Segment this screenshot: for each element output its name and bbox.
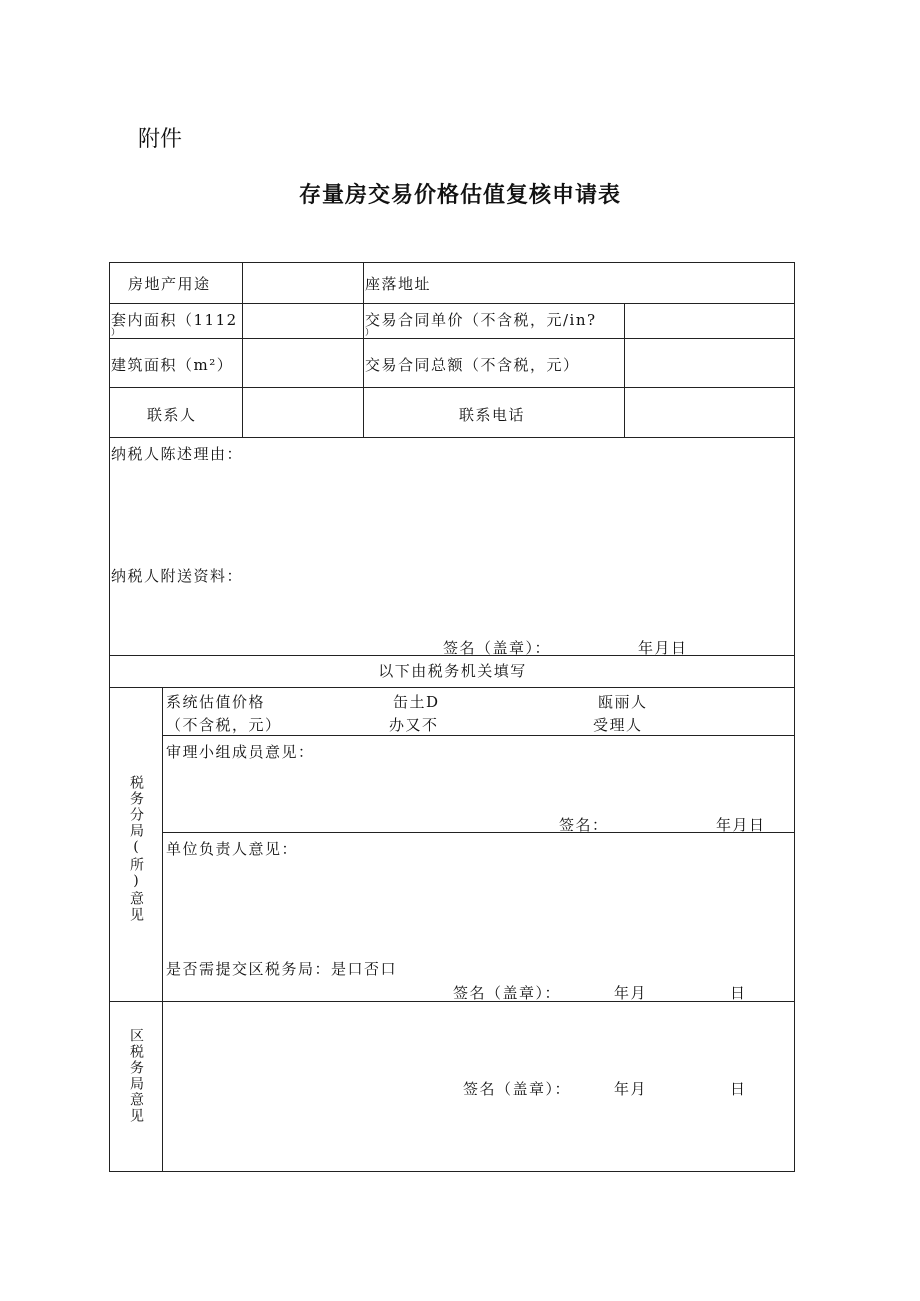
- taxpayer-signature-label: 签名（盖章）：: [443, 639, 552, 657]
- table-border-left: [109, 262, 110, 1172]
- submit-to-district-label: 是否需提交区税务局：是口否口: [166, 960, 398, 978]
- unit-price-label: 交易合同单价（不含税，元/in?: [365, 311, 597, 329]
- unit-head-day: 日: [730, 984, 747, 1002]
- review-date-label: 年月日: [716, 816, 766, 834]
- form-title: 存量房交易价格估值复核申请表: [298, 183, 621, 208]
- district-sign-label: 签名（盖章）：: [463, 1080, 572, 1098]
- unit-head-year-month: 年月: [614, 984, 648, 1002]
- table-border-right: [794, 262, 795, 1172]
- review-group-label: 审理小组成员意见：: [166, 743, 315, 761]
- rule: [624, 303, 625, 438]
- taxpayer-date-label: 年月日: [638, 639, 688, 657]
- rule: [109, 303, 795, 304]
- building-area-label: 建筑面积（m²）: [111, 356, 234, 374]
- address-label: 座落地址: [365, 275, 432, 293]
- taxpayer-reason-label: 纳税人陈述理由：: [111, 445, 244, 463]
- inner-area-field[interactable]: [244, 305, 362, 337]
- rule: [162, 832, 795, 833]
- property-use-field[interactable]: [244, 265, 362, 301]
- phone-field[interactable]: [626, 389, 793, 436]
- unit-head-label: 单位负责人意见：: [166, 840, 299, 858]
- property-use-label: 房地产用途: [128, 275, 211, 293]
- district-side-label: 区税务局意见: [128, 1028, 144, 1124]
- rule: [109, 437, 795, 438]
- unit-price-field[interactable]: [626, 305, 793, 337]
- unit-price-label-cont: ）: [365, 328, 376, 338]
- total-price-field[interactable]: [626, 340, 793, 386]
- branch-col2-line1: 缶土D: [393, 693, 440, 711]
- branch-col3-line2: 受理人: [593, 716, 643, 734]
- rule: [363, 262, 364, 438]
- annex-label: 附件: [138, 127, 183, 152]
- district-day: 日: [730, 1080, 747, 1098]
- district-year-month: 年月: [614, 1080, 648, 1098]
- rule: [109, 1001, 795, 1002]
- building-area-field[interactable]: [244, 340, 362, 386]
- contact-label: 联系人: [147, 406, 197, 424]
- system-price-sub: （不含税，元）: [166, 716, 282, 734]
- rule: [162, 735, 795, 736]
- unit-head-sign-label: 签名（盖章）：: [453, 984, 562, 1002]
- contact-field[interactable]: [244, 389, 362, 436]
- inner-area-label: 套内面积（1112: [111, 311, 238, 329]
- review-sign-label: 签名：: [559, 816, 609, 834]
- branch-col2-line2: 办又不: [389, 716, 439, 734]
- rule: [109, 387, 795, 388]
- table-border-top: [109, 262, 795, 263]
- branch-side-label: 税务分局(所)意见: [128, 775, 144, 923]
- rule: [162, 687, 163, 1172]
- system-price-label: 系统估值价格: [166, 693, 266, 711]
- rule: [242, 262, 243, 438]
- branch-col3-line1: 瓯丽人: [598, 693, 648, 711]
- rule: [109, 687, 795, 688]
- inner-area-label-cont: ）: [111, 328, 122, 338]
- tax-authority-header: 以下由税务机关填写: [378, 662, 527, 680]
- taxpayer-attachments-label: 纳税人附送资料：: [111, 567, 244, 585]
- rule: [109, 338, 795, 339]
- table-border-bottom: [109, 1171, 795, 1172]
- total-price-label: 交易合同总额（不含税，元）: [365, 356, 580, 374]
- phone-label: 联系电话: [459, 406, 526, 424]
